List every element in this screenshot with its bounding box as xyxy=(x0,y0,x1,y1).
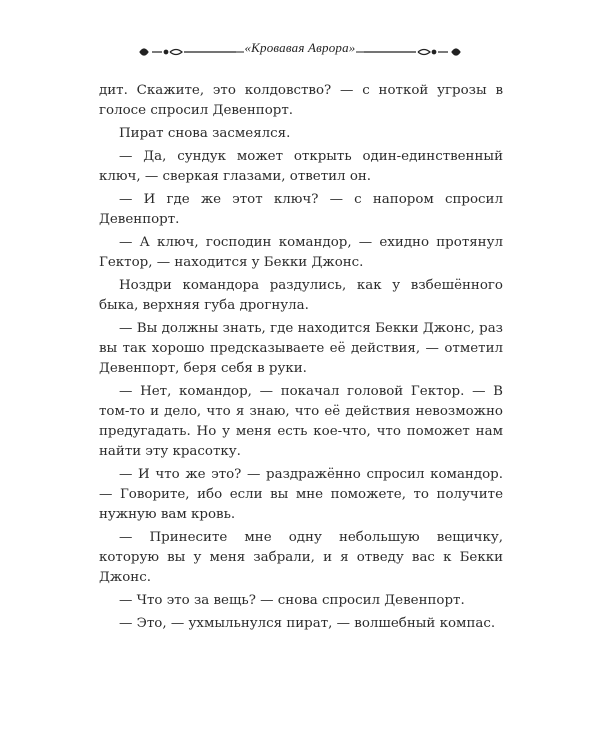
paragraph: — А ключ, господин командор, — ехидно протянул Гектор, — находится у Бекки Джонс. xyxy=(99,235,503,270)
paragraph: — Нет, командор, — покачал головой Гектор. — В том-то и дело, что я знаю, что её действия невозможно предугадать. Но у меня есть кое-что, что поможет нам найти эту красотку. xyxy=(99,384,503,459)
paragraph: — Что это за вещь? — снова спросил Девенпорт. xyxy=(119,593,465,608)
page-header xyxy=(0,36,600,66)
paragraph: Пират снова засмеялся. xyxy=(119,126,291,141)
paragraph: Ноздри командора раздулись, как у взбешённого быка, верхняя губа дрогнула. xyxy=(99,278,503,313)
paragraph: — Принесите мне одну небольшую вещичку, которую вы у меня забрали, и я отведу вас к Бекки Джонс. xyxy=(99,530,503,585)
paragraph: — Да, сундук может открыть один-единственный ключ, — сверкая глазами, ответил он. xyxy=(99,149,503,184)
paragraph: — И что же это? — раздражённо спросил командор. — Говорите, ибо если вы мне поможете, то получите нужную вам кровь. xyxy=(99,467,503,522)
book-text xyxy=(99,81,503,637)
paragraph: — И где же этот ключ? — с напором спросил Девенпорт. xyxy=(99,192,503,227)
paragraph: — Вы должны знать, где находится Бекки Джонс, раз вы так хорошо предсказываете её действия, — отметил Девенпорт, беря себя в руки. xyxy=(99,321,503,376)
paragraph: дит. Скажите, это колдовство? — с ноткой угрозы в голосе спросил Девенпорт. xyxy=(99,83,503,118)
running-title: «Кровавая Аврора» xyxy=(244,40,356,55)
paragraph: — Это, — ухмыльнулся пират, — волшебный компас. xyxy=(119,616,496,631)
